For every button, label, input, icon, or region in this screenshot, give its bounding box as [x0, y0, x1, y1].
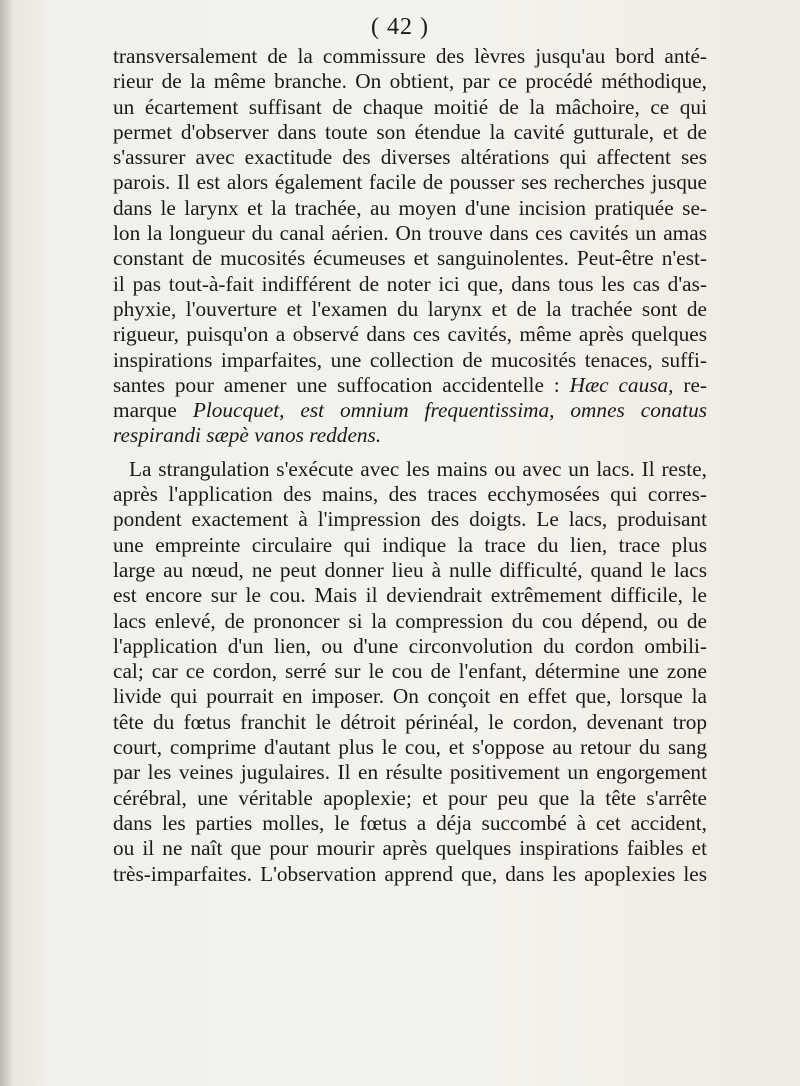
text-line: large au nœud, ne peut donner lieu à nulle difficulté, quand le lacs — [113, 557, 707, 582]
latin-quote: Hæc causa, — [569, 372, 674, 397]
text-line — [113, 423, 707, 448]
text-line: La strangulation s'exécute avec les mains ou avec un lacs. Il reste, — [129, 456, 707, 481]
body-text — [113, 44, 707, 887]
text-span: re- — [683, 372, 708, 397]
text-line: dans les parties molles, le fœtus a déja succombé à cet accident, — [113, 810, 707, 835]
latin-quote: respirandi sæpè vanos reddens. — [113, 423, 382, 448]
text-span: santes pour amener une suffocation accidentelle : — [113, 372, 560, 397]
text-line: permet d'observer dans toute son étendue la cavité gutturale, et de — [113, 119, 707, 144]
text-line: tête du fœtus franchit le détroit périnéal, le cordon, devenant trop — [113, 709, 707, 734]
text-line: est encore sur le cou. Mais il deviendrait extrêmement difficile, le — [113, 583, 707, 608]
text-line: constant de mucosités écumeuses et sanguinolentes. Peut-être n'est- — [113, 246, 707, 271]
text-line: s'assurer avec exactitude des diverses altérations qui affectent ses — [113, 145, 707, 170]
text-line: ou il ne naît que pour mourir après quelques inspirations faibles et — [113, 836, 707, 861]
paragraph-2 — [113, 457, 707, 887]
text-line: transversalement de la commissure des lèvres jusqu'au bord anté- — [113, 44, 707, 68]
text-line: phyxie, l'ouverture et l'examen du larynx et de la trachée sont de — [113, 296, 707, 321]
text-line: parois. Il est alors également facile de pousser ses recherches jusque — [113, 170, 707, 195]
text-line: un écartement suffisant de chaque moitié de la mâchoire, ce qui — [113, 94, 707, 119]
binding-shadow — [0, 0, 14, 1086]
text-line — [113, 373, 707, 398]
text-line — [113, 398, 707, 423]
text-line: inspirations imparfaites, une collection de mucosités tenaces, suffi- — [113, 347, 707, 372]
text-line: cérébral, une véritable apoplexie; et pour peu que la tête s'arrête — [113, 785, 707, 810]
text-line: il pas tout-à-fait indifférent de noter ici que, dans tous les cas d'as- — [113, 271, 707, 296]
text-line: dans le larynx et la trachée, au moyen d'une incision pratiquée se- — [113, 195, 707, 220]
page-number: ( 42 ) — [371, 14, 429, 40]
text-line: une empreinte circulaire qui indique la trace du lien, trace plus — [113, 532, 707, 557]
text-line: lacs enlevé, de prononcer si la compression du cou dépend, ou de — [113, 608, 707, 633]
text-line: pondent exactement à l'impression des doigts. Le lacs, produisant — [113, 507, 707, 532]
text-line: très-imparfaites. L'observation apprend que, dans les apoplexies les — [113, 861, 707, 886]
text-line: livide qui pourrait en imposer. On conçoit en effet que, lorsque la — [113, 684, 707, 709]
text-line: court, comprime d'autant plus le cou, et s'oppose au retour du sang — [113, 735, 707, 760]
text-line: par les veines jugulaires. Il en résulte positivement un engorgement — [113, 760, 707, 785]
text-line: rieur de la même branche. On obtient, par ce procédé méthodique, — [113, 69, 707, 94]
text-span: marque — [113, 398, 177, 423]
latin-quote: Ploucquet, est omnium frequentissima, omnes conatus — [192, 398, 707, 423]
text-line: l'application d'un lien, ou d'une circonvolution du cordon ombili- — [113, 633, 707, 658]
text-line: lon la longueur du canal aérien. On trouve dans ces cavités un amas — [113, 221, 707, 246]
text-line: cal; car ce cordon, serré sur le cou de l'enfant, détermine une zone — [113, 659, 707, 684]
text-line: après l'application des mains, des traces ecchymosées qui corres- — [113, 482, 707, 507]
paragraph-1 — [113, 44, 707, 449]
text-line: rigueur, puisqu'on a observé dans ces cavités, même après quelques — [113, 322, 707, 347]
